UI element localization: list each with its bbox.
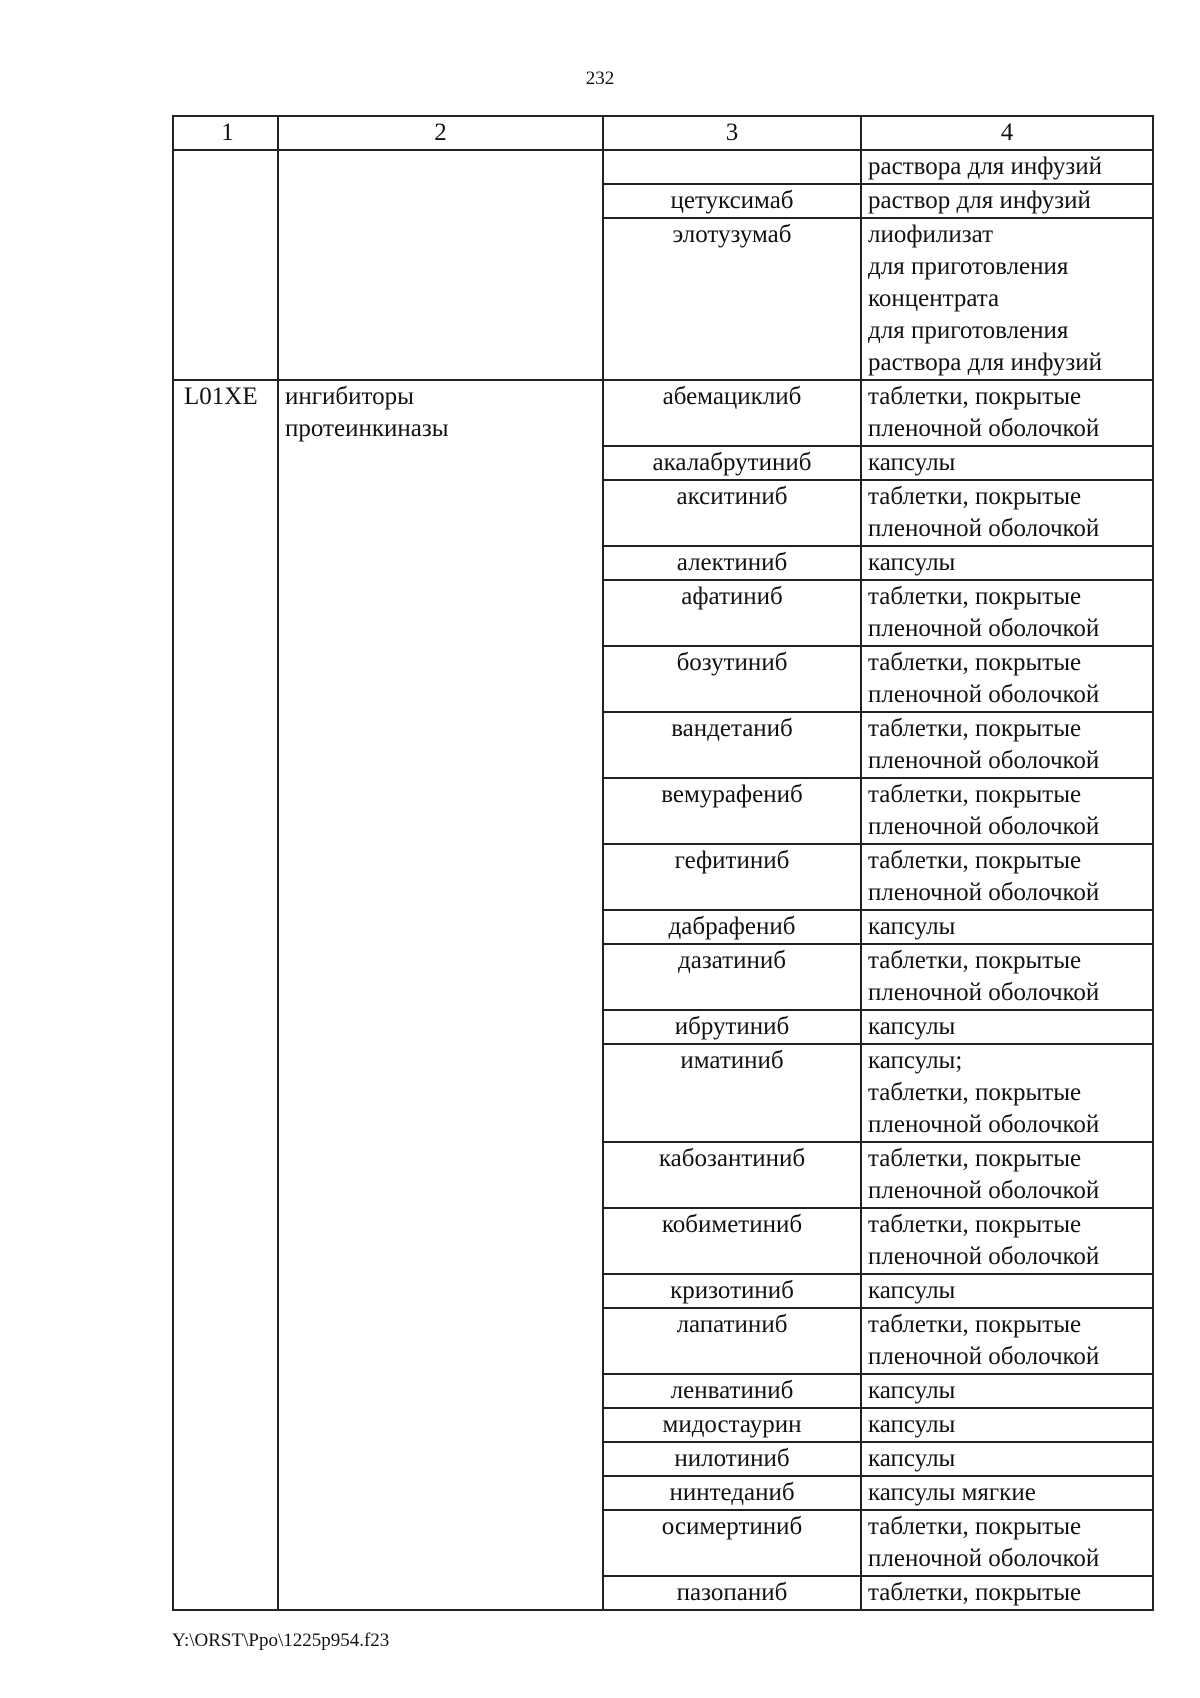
group-name-cell <box>278 910 603 944</box>
dosage-form-line: для приготовления <box>868 317 1069 344</box>
dosage-form-cell <box>861 1442 1153 1476</box>
table-row <box>173 1576 1153 1610</box>
dosage-form-cell <box>861 844 1153 910</box>
atc-code-cell <box>173 1010 278 1044</box>
group-name-cell <box>278 380 603 446</box>
dosage-form-line: капсулы <box>868 913 956 940</box>
dosage-form-cell <box>861 218 1153 380</box>
drug-name-cell: дабрафениб <box>603 910 861 944</box>
drug-table <box>172 115 1154 1611</box>
group-name-cell <box>278 546 603 580</box>
dosage-form-line: пленочной оболочкой <box>868 415 1100 442</box>
group-name-cell <box>278 1208 603 1274</box>
dosage-form-cell <box>861 1576 1153 1610</box>
column-header-4: 4 <box>861 116 1153 150</box>
table-row <box>173 1142 1153 1208</box>
dosage-form-line: таблетки, покрытые <box>868 1079 1082 1106</box>
table-row <box>173 1274 1153 1308</box>
group-name-cell <box>278 712 603 778</box>
dosage-form-line: для приготовления <box>868 253 1069 280</box>
group-name-cell <box>278 778 603 844</box>
dosage-form-cell <box>861 1374 1153 1408</box>
atc-code-cell <box>173 218 278 380</box>
table-row <box>173 480 1153 546</box>
dosage-form-line: пленочной оболочкой <box>868 813 1100 840</box>
group-name-cell <box>278 580 603 646</box>
atc-code-cell <box>173 778 278 844</box>
dosage-form-line: капсулы <box>868 1377 956 1404</box>
drug-name-cell: нилотиниб <box>603 1442 861 1476</box>
dosage-form-line: лиофилизат <box>868 221 994 248</box>
group-name-cell <box>278 1142 603 1208</box>
dosage-form-line: пленочной оболочкой <box>868 979 1100 1006</box>
dosage-form-line: концентрата <box>868 285 1000 312</box>
table-row <box>173 1442 1153 1476</box>
atc-code-cell <box>173 1408 278 1442</box>
group-name-cell <box>278 150 603 184</box>
atc-code-cell <box>173 944 278 1010</box>
drug-name-cell: акситиниб <box>603 480 861 546</box>
drug-name-cell: мидостаурин <box>603 1408 861 1442</box>
atc-code-cell <box>173 480 278 546</box>
group-name-cell <box>278 1476 603 1510</box>
group-name-cell <box>278 1308 603 1374</box>
table-row <box>173 1510 1153 1576</box>
dosage-form-line: пленочной оболочкой <box>868 615 1100 642</box>
group-name-cell <box>278 1274 603 1308</box>
dosage-form-line: таблетки, покрытые <box>868 847 1082 874</box>
drug-name-cell: бозутиниб <box>603 646 861 712</box>
drug-name-cell: абемациклиб <box>603 380 861 446</box>
dosage-form-cell <box>861 1308 1153 1374</box>
dosage-form-line: таблетки, покрытые <box>868 1513 1082 1540</box>
dosage-form-line: раствора для инфузий <box>868 153 1103 180</box>
drug-name-cell: вемурафениб <box>603 778 861 844</box>
table-row <box>173 1010 1153 1044</box>
atc-code-cell: L01XE <box>173 380 278 446</box>
atc-code-cell <box>173 844 278 910</box>
dosage-form-line: капсулы <box>868 549 956 576</box>
table-row <box>173 944 1153 1010</box>
group-name-cell <box>278 1044 603 1142</box>
dosage-form-line: таблетки, покрытые <box>868 1579 1082 1606</box>
dosage-form-line: таблетки, покрытые <box>868 1145 1082 1172</box>
table-row <box>173 1476 1153 1510</box>
table-row <box>173 380 1153 446</box>
drug-name-cell: афатиниб <box>603 580 861 646</box>
table-header-row <box>173 116 1153 150</box>
atc-code-cell <box>173 1308 278 1374</box>
dosage-form-cell <box>861 380 1153 446</box>
dosage-form-line: пленочной оболочкой <box>868 1343 1100 1370</box>
group-name-cell <box>278 480 603 546</box>
group-name-cell <box>278 944 603 1010</box>
drug-name-cell: ленватиниб <box>603 1374 861 1408</box>
dosage-form-line: капсулы <box>868 1445 956 1472</box>
atc-code-cell <box>173 1208 278 1274</box>
group-name-cell <box>278 1576 603 1610</box>
dosage-form-line: таблетки, покрытые <box>868 715 1082 742</box>
table-row <box>173 446 1153 480</box>
table-row <box>173 184 1153 218</box>
atc-code-cell <box>173 1510 278 1576</box>
column-header-3: 3 <box>603 116 861 150</box>
group-name-cell <box>278 1510 603 1576</box>
drug-name-cell: вандетаниб <box>603 712 861 778</box>
table-row <box>173 844 1153 910</box>
dosage-form-cell <box>861 546 1153 580</box>
group-name-cell <box>278 646 603 712</box>
dosage-form-cell <box>861 1274 1153 1308</box>
dosage-form-line: таблетки, покрытые <box>868 947 1082 974</box>
drug-name-cell: цетуксимаб <box>603 184 861 218</box>
table-row <box>173 778 1153 844</box>
dosage-form-line: капсулы; <box>868 1047 963 1074</box>
group-name-cell <box>278 844 603 910</box>
dosage-form-line: таблетки, покрытые <box>868 649 1082 676</box>
dosage-form-cell <box>861 150 1153 184</box>
column-header-2: 2 <box>278 116 603 150</box>
dosage-form-cell <box>861 778 1153 844</box>
dosage-form-cell <box>861 446 1153 480</box>
column-header-1: 1 <box>173 116 278 150</box>
dosage-form-cell <box>861 1510 1153 1576</box>
drug-name-cell: осимертиниб <box>603 1510 861 1576</box>
table-row <box>173 646 1153 712</box>
dosage-form-line: раствора для инфузий <box>868 349 1103 376</box>
atc-code-cell <box>173 1142 278 1208</box>
dosage-form-cell <box>861 910 1153 944</box>
file-path-footer: Y:\ORST\Ppo\1225p954.f23 <box>172 1630 390 1651</box>
table-row <box>173 218 1153 380</box>
atc-code-cell <box>173 646 278 712</box>
drug-name-cell: дазатиниб <box>603 944 861 1010</box>
atc-code-cell <box>173 712 278 778</box>
atc-code-cell <box>173 546 278 580</box>
group-name-cell <box>278 1010 603 1044</box>
drug-name-cell: кабозантиниб <box>603 1142 861 1208</box>
table-row <box>173 1044 1153 1142</box>
dosage-form-line: пленочной оболочкой <box>868 1243 1100 1270</box>
drug-name-cell: алектиниб <box>603 546 861 580</box>
dosage-form-cell <box>861 1010 1153 1044</box>
drug-name-cell: кобиметиниб <box>603 1208 861 1274</box>
dosage-form-line: таблетки, покрытые <box>868 1311 1082 1338</box>
dosage-form-line: капсулы <box>868 449 956 476</box>
dosage-form-line: пленочной оболочкой <box>868 1545 1100 1572</box>
table-row <box>173 910 1153 944</box>
group-name-cell <box>278 1408 603 1442</box>
dosage-form-line: пленочной оболочкой <box>868 1177 1100 1204</box>
dosage-form-cell <box>861 944 1153 1010</box>
dosage-form-line: пленочной оболочкой <box>868 879 1100 906</box>
drug-name-cell: кризотиниб <box>603 1274 861 1308</box>
dosage-form-line: капсулы <box>868 1277 956 1304</box>
dosage-form-cell <box>861 1142 1153 1208</box>
drug-name-cell: иматиниб <box>603 1044 861 1142</box>
dosage-form-line: таблетки, покрытые <box>868 1211 1082 1238</box>
atc-code-cell <box>173 1374 278 1408</box>
table-row <box>173 1408 1153 1442</box>
drug-name-cell: ибрутиниб <box>603 1010 861 1044</box>
dosage-form-line: капсулы <box>868 1013 956 1040</box>
group-name-cell <box>278 1374 603 1408</box>
dosage-form-line: капсулы <box>868 1411 956 1438</box>
group-name-cell <box>278 446 603 480</box>
atc-code-cell <box>173 580 278 646</box>
atc-code-cell <box>173 1576 278 1610</box>
dosage-form-line: пленочной оболочкой <box>868 515 1100 542</box>
group-name-cell <box>278 1442 603 1476</box>
dosage-form-line: таблетки, покрытые <box>868 483 1082 510</box>
dosage-form-cell <box>861 1044 1153 1142</box>
dosage-form-line: пленочной оболочкой <box>868 747 1100 774</box>
drug-name-cell: элотузумаб <box>603 218 861 380</box>
dosage-form-cell <box>861 1408 1153 1442</box>
drug-name-cell: акалабрутиниб <box>603 446 861 480</box>
table-row <box>173 150 1153 184</box>
drug-name-cell: нинтеданиб <box>603 1476 861 1510</box>
drug-name-cell: лапатиниб <box>603 1308 861 1374</box>
page-number: 232 <box>585 68 615 89</box>
table-row <box>173 580 1153 646</box>
group-name-cell <box>278 184 603 218</box>
atc-code-cell <box>173 1044 278 1142</box>
table-row <box>173 1374 1153 1408</box>
table-row <box>173 1308 1153 1374</box>
dosage-form-cell <box>861 712 1153 778</box>
atc-code-cell <box>173 150 278 184</box>
table-row <box>173 546 1153 580</box>
group-name-line: протеинкиназы <box>285 415 449 442</box>
dosage-form-line: таблетки, покрытые <box>868 583 1082 610</box>
atc-code-cell <box>173 184 278 218</box>
atc-code-cell <box>173 446 278 480</box>
dosage-form-cell <box>861 1476 1153 1510</box>
drug-name-cell: гефитиниб <box>603 844 861 910</box>
dosage-form-line: таблетки, покрытые <box>868 781 1082 808</box>
dosage-form-cell <box>861 184 1153 218</box>
dosage-form-cell <box>861 1208 1153 1274</box>
atc-code-cell <box>173 1442 278 1476</box>
atc-code-cell <box>173 1476 278 1510</box>
table-row <box>173 712 1153 778</box>
atc-code-cell <box>173 1274 278 1308</box>
dosage-form-cell <box>861 480 1153 546</box>
atc-code-cell <box>173 910 278 944</box>
dosage-form-cell <box>861 646 1153 712</box>
table-row <box>173 1208 1153 1274</box>
dosage-form-line: пленочной оболочкой <box>868 681 1100 708</box>
dosage-form-line: пленочной оболочкой <box>868 1111 1100 1138</box>
dosage-form-line: таблетки, покрытые <box>868 383 1082 410</box>
dosage-form-cell <box>861 580 1153 646</box>
group-name-line: ингибиторы <box>285 383 414 410</box>
drug-name-cell <box>603 150 861 184</box>
group-name-cell <box>278 218 603 380</box>
drug-name-cell: пазопаниб <box>603 1576 861 1610</box>
dosage-form-line: капсулы мягкие <box>868 1479 1036 1506</box>
dosage-form-line: раствор для инфузий <box>868 187 1091 214</box>
